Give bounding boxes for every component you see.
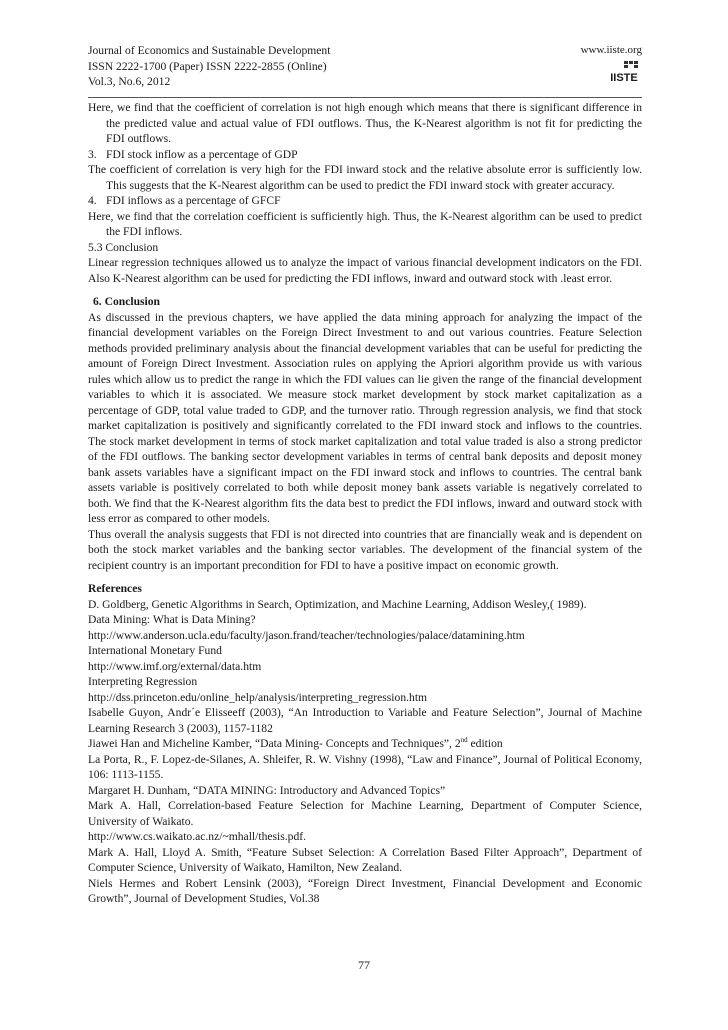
journal-title: Journal of Economics and Sustainable Development: [88, 44, 331, 57]
issn-line: ISSN 2222-1700 (Paper) ISSN 2222-2855 (Online): [88, 59, 327, 73]
references-heading: References: [88, 582, 142, 595]
page-header: [88, 43, 642, 90]
page-number: 77: [358, 958, 370, 972]
superscript: nd: [460, 736, 468, 745]
volume-line: Vol.3, No.6, 2012: [88, 75, 171, 88]
paragraph-inward-stock: The coefficient of correlation is very high for the FDI inward stock and the relative absolute error is sufficiently low. This suggests that the K-Nearest algorithm can be used to predict the FDI inward stock with greater accuracy.: [88, 163, 642, 192]
list-item-title: FDI stock inflow as a percentage of GDP: [106, 147, 298, 161]
reference-item: Margaret H. Dunham, “DATA MINING: Introductory and Advanced Topics”: [88, 783, 446, 797]
list-number: 3.: [88, 147, 97, 161]
reference-item: Mark A. Hall, Lloyd A. Smith, “Feature Subset Selection: A Correlation Based Filter Approach”, Department of Computer Science, University of Waikato, Hamilton, New Zealand.: [88, 845, 642, 874]
header-divider: [88, 97, 642, 98]
subsection-heading: 5.3 Conclusion: [88, 240, 159, 254]
reference-link[interactable]: http://www.anderson.ucla.edu/faculty/jason.frand/teacher/technologies/palace/datamining.htm: [88, 628, 525, 642]
reference-link[interactable]: http://dss.princeton.edu/online_help/analysis/interpreting_regression.htm: [88, 690, 428, 704]
reference-item: Mark A. Hall, Correlation-based Feature Selection for Machine Learning, Department of Computer Science, University of Waikato.: [88, 799, 642, 828]
reference-item: Interpreting Regression: [88, 675, 198, 688]
references-section: [88, 581, 642, 907]
paragraph-conclusion-2: Thus overall the analysis suggests that FDI is not directed into countries that are financially weak and is dependent on both the stock market variables and the banking sector variables. The development of the financial system of the recipient country is an important precondition for FDI to have a positive impact on economic growth.: [88, 527, 642, 572]
reference-item: International Monetary Fund: [88, 644, 222, 657]
reference-item: Jiawei Han and Micheline Kamber, “Data Mining- Concepts and Techniques”, 2nd edition: [88, 736, 503, 750]
logo-text: IISTE: [610, 72, 638, 84]
iiste-logo: [610, 61, 638, 85]
paragraph-conclusion-1: As discussed in the previous chapters, we have applied the data mining approach for analyzing the impact of the financial development variables on the Foreign Direct Investment to and out various countries. Feature Selection methods provided preliminary analysis about the financial development variables that can be useful for predicting the amount of Foreign Direct Investment. Association rules on applying the Apriori algorithm provide us with various rules which allow us to predict the range in which the FDI values can lie given the range of the financial development variables to which it is associated. We measure stock market development by stock market capitalization as a percentage of GDP, total value traded to GDP, and the turnover ratio. Through regression analysis, we find that stock market capitalization is positively and significantly correlated to the FDI inward stock and inflows to the countries. The stock market development in terms of stock market capitalization and total value traded is also a strong predictor of the FDI outflows. The banking sector development variables in terms of central bank deposits and deposit money bank assets variables have a significant impact on the FDI inward stock and inflows to countries. The central bank assets variable is positively correlated to both while deposit money bank assets variable is negatively correlated to both. We find that the K-Nearest algorithm fits the data best to predict the FDI inflows, inward and outward stock with less error as compared to other models.: [88, 310, 642, 525]
reference-link[interactable]: http://www.imf.org/external/data.htm: [88, 659, 262, 673]
journal-url[interactable]: www.iiste.org: [580, 44, 642, 56]
paragraph-inflows: Here, we find that the correlation coefficient is sufficiently high. Thus, the K-Nearest algorithm can be used to predict the FDI inflows.: [88, 209, 642, 238]
reference-link[interactable]: http://www.cs.waikato.ac.nz/~mhall/thesis.pdf.: [88, 830, 307, 843]
paragraph-outflows: Here, we find that the coefficient of correlation is not high enough which means that there is significant difference in the predicted value and actual value of FDI outflows. Thus, the K-Nearest algorithm is not fit for predicting the FDI outflows.: [88, 101, 642, 145]
list-item-3: [88, 147, 642, 163]
reference-item: Data Mining: What is Data Mining?: [88, 613, 256, 626]
reference-item: La Porta, R., F. Lopez-de-Silanes, A. Shleifer, R. W. Vishny (1998), “Law and Finance”, Journal of Political Economy, 106: 1113-1155.: [88, 752, 642, 781]
section-heading: 6. Conclusion: [93, 295, 161, 308]
list-item-4: [88, 193, 642, 209]
list-number: 4.: [88, 194, 97, 207]
paragraph-linear-regression: Linear regression techniques allowed us to analyze the impact of various financial development indicators on the FDI. Also K-Nearest algorithm can be used for predicting the FDI inflows, inward and outward stock with .least error.: [88, 256, 642, 285]
reference-item: Niels Hermes and Robert Lensink (2003), “Foreign Direct Investment, Financial Development and Economic Growth”, Journal of Development Studies, Vol.38: [88, 876, 642, 905]
reference-item: Isabelle Guyon, Andr´e Elisseeff (2003), “An Introduction to Variable and Feature Selection”, Journal of Machine Learning Research 3 (2003), 1157-1182: [88, 706, 642, 735]
main-content: [88, 100, 642, 907]
list-item-title: FDI inflows as a percentage of GFCF: [106, 194, 281, 207]
reference-item: D. Goldberg, Genetic Algorithms in Search, Optimization, and Machine Learning, Addison Wesley,( 1989).: [88, 597, 587, 611]
